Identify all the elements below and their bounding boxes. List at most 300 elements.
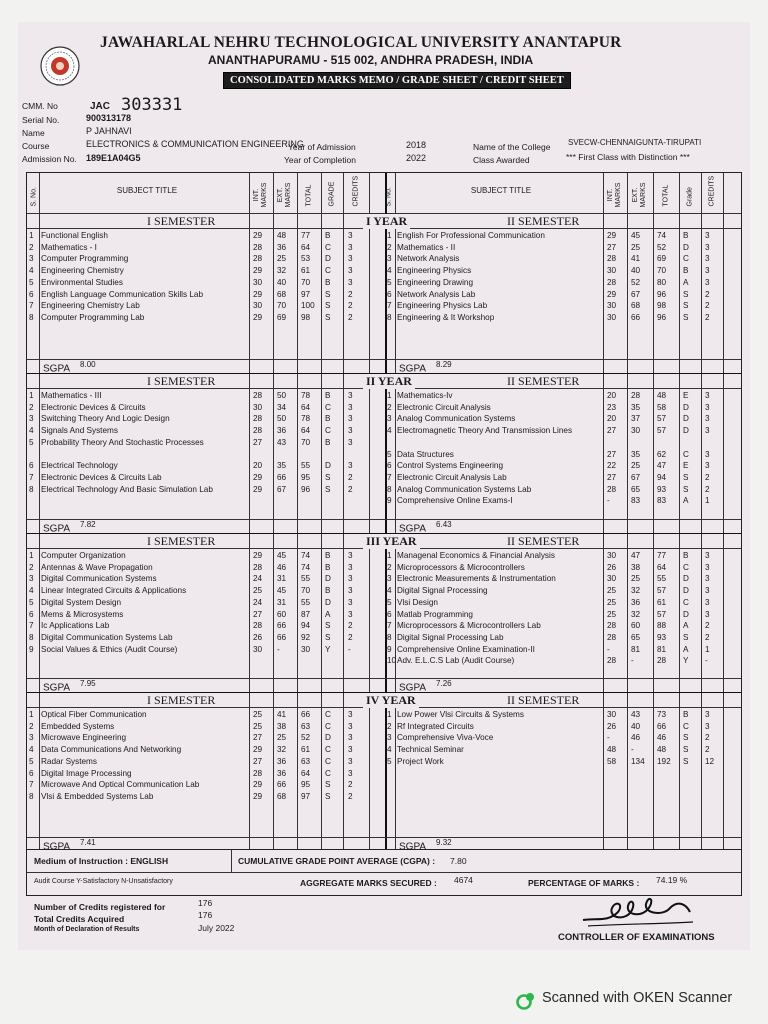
- semester-2-cell: 1: [387, 551, 392, 560]
- class-value: *** First Class with Distinction ***: [566, 152, 690, 162]
- semester-1-cell: 5: [29, 597, 34, 607]
- audit-note: Audit Course Y-Satisfactory N-Unsatisfactory: [34, 878, 173, 885]
- semester-2-cell: 3: [705, 721, 710, 731]
- aggregate-label: AGGREGATE MARKS SECURED :: [300, 878, 437, 888]
- semester-1-cell: 8: [29, 312, 34, 322]
- semester-1-cell: 36: [277, 242, 287, 252]
- semester-2-cell: 4: [387, 745, 392, 755]
- document-title: CONSOLIDATED MARKS MEMO / GRADE SHEET / CREDIT SHEET: [223, 72, 571, 89]
- semester-2-cell: 27: [607, 472, 617, 482]
- semester-1-cell: 55: [301, 574, 311, 584]
- semester-2-cell: 45: [631, 231, 641, 240]
- semester-2-cell: 48: [607, 745, 617, 755]
- semester-2-cell: 52: [631, 277, 641, 287]
- cgpa-label: CUMULATIVE GRADE POINT AVERAGE (CGPA) :: [238, 856, 436, 866]
- semester-1-cell: Mathematics - III: [41, 391, 102, 400]
- semester-2-cell: Comprehensive Online Exams-I: [397, 496, 513, 506]
- semester-2-cell: 5: [387, 756, 392, 766]
- semester-1-cell: 25: [253, 721, 263, 731]
- semester-1-cell: 36: [277, 756, 287, 766]
- semester-2-cell: 3: [705, 609, 710, 619]
- semester-2-cell: D: [683, 402, 689, 412]
- semester-1-cell: Microwave And Optical Communication Lab: [41, 780, 200, 790]
- semester-1-cell: 64: [301, 242, 311, 252]
- semester-1-cell: Digital Communication Systems: [41, 574, 157, 584]
- semester-1-cell: D: [325, 461, 331, 471]
- semester-2-cell: S: [683, 484, 689, 494]
- sgpa-semester-2: SGPA $^{9.32}$: [399, 838, 452, 853]
- semester-1-cell: 1: [29, 391, 34, 400]
- semester-2-cell: 6: [387, 289, 392, 299]
- semester-2-cell: 12: [705, 756, 715, 766]
- semester-2-cell: 30: [631, 426, 641, 436]
- semester-2-cell: 2: [705, 312, 710, 322]
- semester-2-cell: S: [683, 733, 689, 743]
- semester-2-cell: 3: [705, 277, 710, 287]
- semester-1-cell: 3: [348, 586, 353, 596]
- semester-2-cell: C: [683, 254, 689, 264]
- semester-1-cell: 43: [277, 437, 287, 447]
- semester-2-cell: 93: [657, 484, 667, 494]
- semester-1-cell: 25: [253, 586, 263, 596]
- semester-1-cell: B: [325, 586, 331, 596]
- semester-2-cell: 36: [631, 597, 641, 607]
- semester-2-cell: 23: [607, 402, 617, 412]
- semester-2-cell: A: [683, 277, 689, 287]
- semester-1-cell: Electronic Devices & Circuits: [41, 402, 146, 412]
- semester-2-cell: -: [705, 656, 708, 666]
- semester-1-cell: 30: [253, 277, 263, 287]
- semester-1-cell: 100: [301, 301, 315, 311]
- semester-2-cell: 3: [705, 254, 710, 264]
- semester-2-cell: Comprehensive Online Examination-II: [397, 644, 535, 654]
- semester-2-cell: 2: [705, 632, 710, 642]
- semester-1-cell: 2: [29, 402, 34, 412]
- semester-1-cell: 53: [301, 254, 311, 264]
- semester-1-cell: 3: [348, 426, 353, 436]
- semester-2-cell: 38: [631, 562, 641, 572]
- semester-1-cell: 78: [301, 414, 311, 424]
- semester-2-cell: 81: [657, 644, 667, 654]
- percentage-value: 74.19 %: [656, 875, 688, 885]
- semester-2-cell: 68: [631, 301, 641, 311]
- int-header: INT. MARKS: [253, 182, 268, 208]
- semester-2-cell: Electromagnetic Theory And Transmission Lines: [397, 426, 573, 436]
- semester-1-cell: 6: [29, 461, 34, 471]
- semester-1-cell: 68: [277, 289, 287, 299]
- semester-2-cell: -: [631, 745, 634, 755]
- year-admission-value: 2018: [406, 140, 427, 150]
- semester-1-cell: 41: [277, 710, 287, 719]
- semester-1-cell: S: [325, 301, 331, 311]
- semester-1-cell: Engineering Chemistry Lab: [41, 301, 140, 311]
- semester-2-cell: 134: [631, 756, 645, 766]
- university-seal-icon: [40, 46, 80, 86]
- semester-1-cell: 28: [253, 254, 263, 264]
- semester-1-cell: C: [325, 266, 331, 276]
- semester-2-cell: A: [683, 644, 689, 654]
- semester-1-cell: D: [325, 597, 331, 607]
- semester-2-cell: 2: [705, 621, 710, 631]
- semester-1-cell: 28: [253, 242, 263, 252]
- semester-1-cell: 20: [253, 461, 263, 471]
- semester-1-cell: 9: [29, 644, 34, 654]
- medium-of-instruction: Medium of Instruction : ENGLISH: [34, 856, 169, 866]
- sgpa-value: 7.41: [80, 838, 96, 847]
- semester-1-cell: 28: [253, 426, 263, 436]
- semester-2-cell: S: [683, 289, 689, 299]
- year-admission-label: Year of Admission: [288, 142, 356, 152]
- semester-2-cell: 28: [607, 484, 617, 494]
- sgpa-value: 7.82: [80, 520, 96, 529]
- semester-2-cell: 61: [657, 597, 667, 607]
- semester-1-cell: 4: [29, 586, 34, 596]
- semester-2-cell: 55: [657, 574, 667, 584]
- semester-1-title: I SEMESTER: [147, 214, 216, 228]
- semester-2-cell: 93: [657, 632, 667, 642]
- semester-1-cell: 2: [348, 472, 353, 482]
- semester-1-cell: 32: [277, 745, 287, 755]
- semester-1-cell: 4: [29, 745, 34, 755]
- semester-1-cell: A: [325, 609, 331, 619]
- semester-1-cell: 48: [277, 231, 287, 240]
- semester-1-cell: 36: [277, 768, 287, 778]
- semester-1-cell: 30: [253, 402, 263, 412]
- semester-2-cell: 62: [657, 449, 667, 459]
- semester-2-cell: S: [683, 472, 689, 482]
- sno-header: S. No.: [30, 187, 38, 207]
- semester-1-cell: 3: [348, 756, 353, 766]
- semester-2-cell: 2: [705, 301, 710, 311]
- semester-1-cell: Electrical Technology And Basic Simulation Lab: [41, 484, 213, 494]
- semester-1-cell: 7: [29, 780, 34, 790]
- semester-2-cell: Analog Communication Systems Lab: [397, 484, 532, 494]
- semester-2-cell: 60: [631, 621, 641, 631]
- sgpa-semester-2: SGPA $^{6.43}$: [399, 520, 452, 535]
- semester-1-cell: 70: [301, 277, 311, 287]
- semester-1-cell: 66: [277, 621, 287, 631]
- semester-2-cell: Technical Seminar: [397, 745, 464, 755]
- semester-1-cell: Social Values & Ethics (Audit Course): [41, 644, 178, 654]
- college-label: Name of the College: [473, 142, 551, 152]
- semester-1-cell: 38: [277, 721, 287, 731]
- semester-2-cell: Digital Signal Processing: [397, 586, 488, 596]
- semester-1-cell: 2: [348, 312, 353, 322]
- semester-1-cell: 29: [253, 791, 263, 801]
- grade-header: GRADE: [328, 181, 336, 207]
- semester-2-cell: 57: [657, 426, 667, 436]
- semester-1-title: I SEMESTER: [147, 693, 216, 707]
- semester-2-cell: 3: [387, 414, 392, 424]
- semester-2-cell: B: [683, 551, 689, 560]
- cgpa-value: 7.80: [450, 856, 467, 866]
- semester-1-cell: Environmental Studies: [41, 277, 123, 287]
- semester-1-cell: 2: [348, 632, 353, 642]
- ext-header-right: EXT. MARKS: [632, 182, 647, 208]
- semester-1-cell: Mathematics - I: [41, 242, 97, 252]
- semester-2-cell: 66: [657, 721, 667, 731]
- semester-2-cell: Mathematics - II: [397, 242, 456, 252]
- semester-1-cell: 55: [301, 597, 311, 607]
- semester-2-cell: 3: [705, 414, 710, 424]
- sgpa-value: 8.29: [436, 360, 452, 369]
- semester-2-cell: C: [683, 721, 689, 731]
- semester-1-cell: 95: [301, 780, 311, 790]
- aggregate-value: 4674: [454, 875, 473, 885]
- semester-2-cell: 27: [607, 426, 617, 436]
- semester-2-cell: Adv. E.L.C.S Lab (Audit Course): [397, 656, 515, 666]
- semester-1-cell: 6: [29, 289, 34, 299]
- semester-1-cell: 45: [277, 586, 287, 596]
- semester-2-cell: 30: [607, 301, 617, 311]
- semester-2-cell: D: [683, 414, 689, 424]
- semester-1-cell: 66: [277, 780, 287, 790]
- cmm-label: CMM. No: [22, 101, 58, 111]
- semester-2-cell: 26: [607, 721, 617, 731]
- semester-2-cell: 88: [657, 621, 667, 631]
- semester-1-cell: 63: [301, 756, 311, 766]
- semester-2-cell: 30: [607, 574, 617, 584]
- semester-1-cell: S: [325, 621, 331, 631]
- semester-1-cell: 29: [253, 472, 263, 482]
- semester-2-cell: 25: [607, 609, 617, 619]
- semester-1-cell: 3: [348, 721, 353, 731]
- semester-2-cell: 67: [631, 289, 641, 299]
- semester-2-cell: 25: [631, 461, 641, 471]
- semester-2-cell: 2: [705, 733, 710, 743]
- semester-2-cell: 94: [657, 472, 667, 482]
- semester-2-cell: 46: [631, 733, 641, 743]
- semester-1-cell: 27: [253, 733, 263, 743]
- credits-acquired-value: 176: [198, 910, 213, 920]
- semester-1-cell: Electronic Devices & Circuits Lab: [41, 472, 162, 482]
- semester-1-cell: 3: [348, 461, 353, 471]
- semester-2-cell: 8: [387, 632, 392, 642]
- semester-1-cell: 3: [348, 609, 353, 619]
- semester-2-cell: S: [683, 632, 689, 642]
- semester-2-cell: Matlab Programming: [397, 609, 473, 619]
- semester-1-cell: 3: [348, 437, 353, 447]
- semester-1-cell: 6: [29, 609, 34, 619]
- semester-2-cell: 10: [387, 656, 397, 666]
- semester-1-cell: 68: [277, 791, 287, 801]
- semester-1-cell: 55: [301, 461, 311, 471]
- semester-2-cell: 65: [631, 484, 641, 494]
- semester-2-cell: 52: [657, 242, 667, 252]
- semester-1-cell: 8: [29, 484, 34, 494]
- semester-2-cell: 9: [387, 644, 392, 654]
- semester-2-cell: 20: [607, 414, 617, 424]
- semester-2-cell: Engineering Physics Lab: [397, 301, 488, 311]
- semester-1-cell: 35: [277, 461, 287, 471]
- semester-1-cell: 8: [29, 632, 34, 642]
- semester-2-cell: 2: [705, 472, 710, 482]
- semester-2-cell: 1: [387, 391, 392, 400]
- credits-header: CREDITS: [352, 175, 360, 207]
- semester-2-cell: 3: [705, 562, 710, 572]
- semester-2-cell: Project Work: [397, 756, 444, 766]
- semester-2-cell: 2: [387, 242, 392, 252]
- semester-1-cell: 27: [253, 609, 263, 619]
- semester-1-cell: Optical Fiber Communication: [41, 710, 147, 719]
- semester-1-cell: 7: [29, 472, 34, 482]
- semester-2-cell: 80: [657, 277, 667, 287]
- semester-2-cell: Engineering Drawing: [397, 277, 474, 287]
- semester-2-cell: 7: [387, 621, 392, 631]
- semester-2-cell: 25: [607, 597, 617, 607]
- semester-1-cell: Signals And Systems: [41, 426, 118, 436]
- year-title: III YEAR: [363, 534, 420, 549]
- semester-1-cell: B: [325, 277, 331, 287]
- semester-2-cell: -: [631, 656, 634, 666]
- semester-2-cell: 3: [387, 254, 392, 264]
- semester-2-cell: Rf Integrated Circuits: [397, 721, 474, 731]
- sgpa-line: [27, 678, 741, 679]
- semester-1-cell: 60: [277, 609, 287, 619]
- semester-1-cell: 29: [253, 745, 263, 755]
- semester-2-cell: 81: [631, 644, 641, 654]
- semester-1-cell: S: [325, 472, 331, 482]
- semester-2-cell: D: [683, 586, 689, 596]
- credits-acquired-label: Total Credits Acquired: [34, 914, 125, 924]
- semester-1-cell: 97: [301, 289, 311, 299]
- semester-1-cell: 66: [277, 632, 287, 642]
- semester-2-cell: Microprocessors & Microcontrollers: [397, 562, 525, 572]
- university-address: ANANTHAPURAMU - 515 002, ANDHRA PRADESH, INDIA: [208, 53, 534, 67]
- semester-2-cell: 3: [705, 391, 710, 400]
- semester-2-cell: 28: [657, 656, 667, 666]
- semester-2-cell: C: [683, 449, 689, 459]
- semester-2-cell: 65: [631, 632, 641, 642]
- semester-1-cell: 30: [253, 301, 263, 311]
- semester-1-cell: Engineering Chemistry: [41, 266, 124, 276]
- semester-1-cell: 3: [348, 402, 353, 412]
- semester-1-cell: 74: [301, 551, 311, 560]
- semester-1-cell: 29: [253, 780, 263, 790]
- sgpa-value: 7.95: [80, 679, 96, 688]
- semester-2-cell: 28: [607, 621, 617, 631]
- semester-2-cell: Network Analysis Lab: [397, 289, 476, 299]
- semester-1-cell: 64: [301, 426, 311, 436]
- semester-1-cell: 50: [277, 414, 287, 424]
- cmm-prefix: JAC: [90, 101, 111, 112]
- semester-1-cell: 27: [253, 437, 263, 447]
- semester-1-cell: 32: [277, 266, 287, 276]
- semester-2-cell: D: [683, 242, 689, 252]
- semester-1-cell: 61: [301, 745, 311, 755]
- sgpa-value: 9.32: [436, 838, 452, 847]
- semester-1-cell: 28: [253, 621, 263, 631]
- semester-2-cell: 3: [705, 402, 710, 412]
- semester-2-cell: 7: [387, 472, 392, 482]
- semester-1-cell: B: [325, 551, 331, 560]
- semester-2-cell: B: [683, 710, 689, 719]
- semester-2-title: II SEMESTER: [507, 693, 580, 707]
- semester-2-cell: 1: [705, 644, 710, 654]
- semester-1-cell: Probability Theory And Stochastic Processes: [41, 437, 204, 447]
- semester-1-cell: 28: [253, 768, 263, 778]
- semester-2-cell: 37: [631, 414, 641, 424]
- semester-2-cell: 47: [657, 461, 667, 471]
- semester-1-cell: 29: [253, 312, 263, 322]
- semester-2-cell: Engineering Physics: [397, 266, 472, 276]
- semester-2-cell: Managenal Economics & Financial Analysis: [397, 551, 555, 560]
- college-value: SVECW-CHENNAIGUNTA-TIRUPATI: [568, 138, 702, 147]
- semester-1-cell: Computer Programming Lab: [41, 312, 145, 322]
- semester-1-cell: S: [325, 312, 331, 322]
- semester-2-cell: 48: [657, 745, 667, 755]
- semester-1-cell: 1: [29, 710, 34, 719]
- semester-2-cell: 30: [607, 312, 617, 322]
- semester-1-cell: -: [277, 644, 280, 654]
- semester-1-cell: 97: [301, 791, 311, 801]
- semester-1-cell: 2: [29, 242, 34, 252]
- semester-2-cell: 3: [705, 574, 710, 584]
- semester-1-cell: 70: [301, 586, 311, 596]
- semester-1-cell: 3: [29, 733, 34, 743]
- semester-2-cell: 25: [607, 586, 617, 596]
- semester-2-cell: D: [683, 574, 689, 584]
- semester-1-cell: 95: [301, 472, 311, 482]
- semester-2-title: II SEMESTER: [507, 534, 580, 548]
- semester-1-cell: Digital System Design: [41, 597, 122, 607]
- semester-1-cell: 36: [277, 426, 287, 436]
- semester-1-cell: 3: [29, 414, 34, 424]
- semester-1-cell: 24: [253, 574, 263, 584]
- sgpa-line: [27, 837, 741, 838]
- semester-1-cell: 1: [29, 551, 34, 560]
- semester-1-cell: 64: [301, 402, 311, 412]
- declaration-label: Month of Declaration of Results: [34, 926, 140, 933]
- semester-1-cell: C: [325, 721, 331, 731]
- semester-2-cell: 27: [607, 449, 617, 459]
- semester-1-cell: 3: [348, 414, 353, 424]
- semester-2-cell: 30: [607, 551, 617, 560]
- marks-memo-sheet: [18, 22, 750, 950]
- university-name: JAWAHARLAL NEHRU TECHNOLOGICAL UNIVERSITY ANANTAPUR: [100, 34, 622, 51]
- semester-2-cell: 26: [607, 562, 617, 572]
- semester-2-cell: E: [683, 461, 689, 471]
- semester-2-cell: S: [683, 301, 689, 311]
- semester-2-cell: 1: [387, 231, 392, 240]
- semester-1-cell: 52: [301, 733, 311, 743]
- semester-2-cell: 20: [607, 391, 617, 400]
- semester-1-cell: 45: [277, 551, 287, 560]
- semester-2-cell: -: [607, 644, 610, 654]
- semester-1-cell: 4: [29, 266, 34, 276]
- semester-1-cell: 87: [301, 609, 311, 619]
- semester-2-cell: 58: [607, 756, 617, 766]
- semester-2-cell: C: [683, 597, 689, 607]
- semester-2-cell: B: [683, 266, 689, 276]
- semester-2-cell: 32: [631, 586, 641, 596]
- serial-label: Serial No.: [22, 115, 60, 125]
- semester-2-cell: 9: [387, 496, 392, 506]
- semester-2-cell: 3: [705, 426, 710, 436]
- semester-1-cell: 3: [348, 231, 353, 240]
- semester-1-cell: D: [325, 733, 331, 743]
- sgpa-semester-1: SGPA $^{8.00}$: [43, 360, 96, 375]
- semester-1-cell: Switching Theory And Logic Design: [41, 414, 170, 424]
- semester-2-cell: 3: [705, 551, 710, 560]
- semester-2-cell: Electronic Circuit Analysis: [397, 402, 491, 412]
- semester-2-cell: 3: [705, 461, 710, 471]
- semester-1-cell: Vlsi & Embedded Systems Lab: [41, 791, 154, 801]
- semester-1-cell: C: [325, 242, 331, 252]
- semester-1-cell: 24: [253, 597, 263, 607]
- semester-2-cell: 83: [631, 496, 641, 506]
- semester-2-cell: 4: [387, 586, 392, 596]
